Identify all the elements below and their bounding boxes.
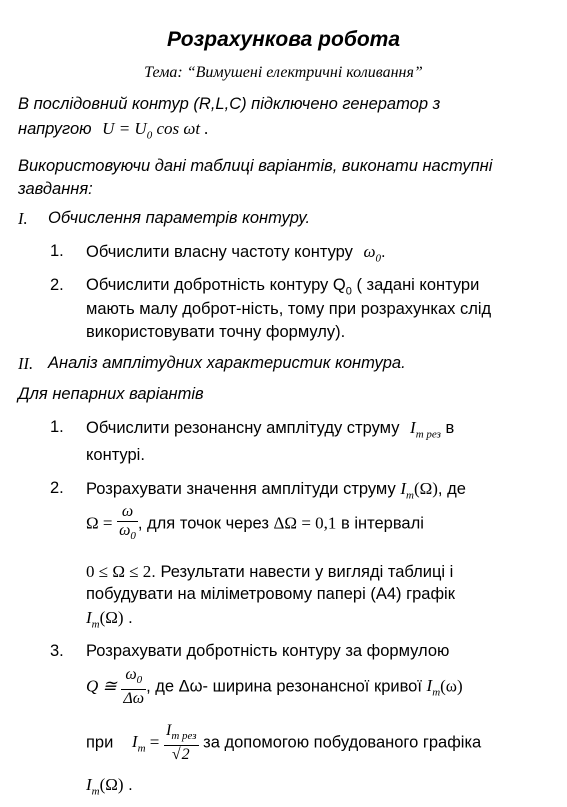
s2-item-1-line-1: Обчислити резонансну амплітуду струму $I_{m рез}$ в	[86, 418, 455, 441]
section-1-numeral: I.	[18, 209, 28, 228]
s2-item-2-line-5: $I_m(\Omega)$ .	[86, 608, 133, 631]
s2-item-3-line-4: $I_m(\Omega)$ .	[86, 775, 133, 798]
odd-variants-heading: Для непарних варіантів	[18, 385, 204, 403]
s1-item-1-text: Обчислити власну частоту контуру $\omega_0$.	[86, 242, 386, 265]
s2-item-1-number: 1.	[50, 418, 64, 436]
current-amplitude-fraction: $\frac{I_{m рез}}{√2}$	[165, 722, 197, 764]
voltage-formula: $U = U_0$ cos ωt .	[102, 119, 209, 142]
page-title: Розрахункова робота	[166, 28, 401, 51]
s2-item-2-line-1: Розрахувати значення амплітуди струму $I_m(\Omega)$, де	[86, 479, 466, 502]
s2-item-2-line-4: побудувати на міліметровому папері (А4) графік	[86, 585, 455, 603]
intro-line-1: В послідовний контур (R,L,C) підключено генератор з	[18, 95, 441, 113]
s2-item-3-line-3: при $I_m$ = $\frac{I_{m рез}}{√2}$ за допомогою побудованого графіка	[86, 722, 482, 764]
s2-item-3-line-2: Q ≅ $\frac{\omega_0}{\Delta\omega}$ , де Δω- ширина резонансної кривої $I_m(\omega)$	[86, 666, 463, 708]
s2-item-3-line-1: Розрахувати добротність контуру за формулою	[86, 642, 450, 660]
task-intro-line-2: завдання:	[18, 180, 93, 198]
s1-item-2-line-2: мають малу доброт-ність, тому при розрахунках слід	[86, 300, 492, 318]
section-2-numeral: II.	[18, 354, 34, 373]
quality-factor-fraction: $\frac{\omega_0}{\Delta\omega}$	[123, 666, 145, 708]
s2-item-2-number: 2.	[50, 479, 64, 497]
s2-item-3-number: 3.	[50, 642, 64, 660]
section-2-heading: Аналіз амплітудних характеристик контура.	[48, 354, 406, 372]
s1-item-2-number: 2.	[50, 276, 64, 294]
s1-item-2-line-1: Обчислити добротність контуру $Q_0$ ( задані контури	[86, 276, 480, 298]
section-1-heading: Обчислення параметрів контуру.	[48, 209, 311, 227]
theme-line: Тема: “Вимушені електричні коливання”	[144, 64, 423, 81]
omega-ratio-fraction: $\frac{\omega}{\omega_0}$	[119, 503, 136, 543]
s1-item-2-line-3: використовувати точну формулу).	[86, 323, 346, 341]
s2-item-2-line-3: 0 ≤ Ω ≤ 2. Результати навести у вигляді таблиці і	[86, 562, 454, 581]
intro-line-2: напругою $U = U_0$ cos ωt .	[18, 119, 209, 142]
task-intro-line-1: Використовуючи дані таблиці варіантів, виконати наступні	[18, 157, 493, 175]
s2-item-1-line-2: контурі.	[86, 446, 145, 464]
s1-item-1-number: 1.	[50, 242, 64, 260]
s2-item-2-line-2: Ω = $\frac{\omega}{\omega_0}$ , для точок через ΔΩ = 0,1 в інтервалі	[86, 503, 424, 545]
